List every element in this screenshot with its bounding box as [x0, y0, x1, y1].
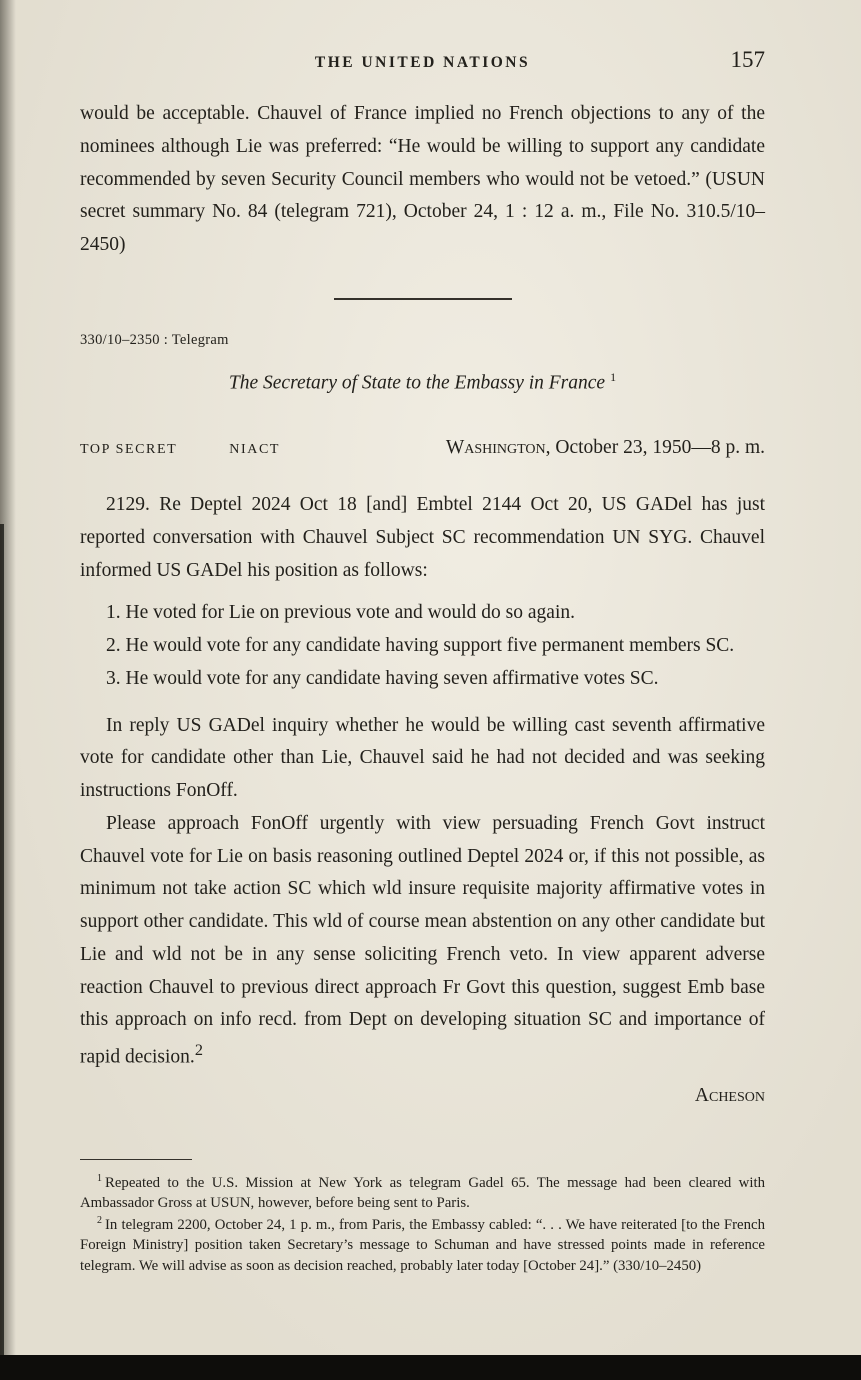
- signature: Acheson: [694, 1085, 765, 1107]
- dateline: [446, 432, 765, 465]
- footnote-1-marker: 1: [97, 1173, 102, 1185]
- footnote-2-text: In telegram 2200, October 24, 1 p. m., from Paris, the Embassy cabled: “. . . We have reiterated [to the French Foreign Ministry] position taken Secretary’s message to Schuman and have stressed points made in reference telegram. We will advise as soon as decision reached, probably later today [October 24].” (330/10–2450): [80, 1216, 765, 1274]
- scan-bottom-bar: [0, 1355, 861, 1380]
- paragraph-reply: In reply US GADel inquiry whether he would be willing cast seventh affirmative vote for candidate other than Lie, Chauvel said he had not decided and was seeking instructions FonOff.: [80, 714, 765, 802]
- numbered-item-2: 2. He would vote for any candidate having support five permanent members SC.: [106, 635, 735, 657]
- paragraph-opening: 2129. Re Deptel 2024 Oct 18 [and] Embtel 2144 Oct 20, US GADel has just reported conversation with Chauvel Subject SC recommendation UN SYG. Chauvel informed US GADel his position as follows:: [80, 494, 765, 581]
- paragraph-instruction-text: Please approach FonOff urgently with view persuading French Govt instruct Chauvel vote for Lie on basis reasoning outlined Deptel 2024 or, if this not possible, as minimum not take action SC which wld insure requisite majority affirmative votes in support other candidate. This wld of course mean abstention on any other candidate but Lie and wld not be in any sense soliciting French veto. In view apparent adverse reaction Chauvel to previous direct approach Fr Govt this question, suggest Emb base this approach on info recd. from Dept on developing situation SC and importance of rapid decision.: [80, 812, 765, 1068]
- numbered-item-1: 1. He voted for Lie on previous vote and would do so again.: [106, 602, 575, 624]
- page-content: [80, 47, 765, 1276]
- page-number: 157: [730, 47, 765, 72]
- footnote-2: [80, 1214, 765, 1276]
- header-title: THE UNITED NATIONS: [314, 54, 531, 71]
- running-header: [80, 47, 765, 72]
- priority-label: NIACT: [229, 442, 281, 458]
- footnotes-section: [80, 1159, 765, 1276]
- footnote-divider: [80, 1159, 192, 1160]
- footnote-1: [80, 1172, 765, 1214]
- continuation-paragraph: would be acceptable. Chauvel of France implied no French objections to any of the nominees although Lie was preferred: “He would be willing to support any candidate recommended by seven Security Council members who would not be vetoed.” (USUN secret summary No. 84 (telegram 721), October 24, 1 : 12 a. m., File No. 310.5/10–2450): [80, 103, 765, 255]
- numbered-item-3: 3. He would vote for any candidate having seven affirmative votes SC.: [106, 667, 659, 689]
- classification-line: [80, 432, 765, 465]
- page-binding-shadow: [0, 0, 16, 1380]
- title-footnote-ref: 1: [610, 370, 617, 385]
- dateline-date: October 23, 1950—8 p. m.: [550, 437, 765, 459]
- classification-label: TOP SECRET: [80, 442, 178, 458]
- body-text: [80, 98, 765, 1276]
- instruction-footnote-ref: 2: [194, 1041, 203, 1060]
- paragraph-instruction: [80, 808, 765, 1075]
- document-title-text: The Secretary of State to the Embassy in France: [228, 372, 606, 394]
- document-title: [80, 367, 765, 400]
- scan-edge-line: [0, 524, 4, 1380]
- dateline-place: Washington,: [445, 437, 551, 459]
- section-divider: [334, 298, 512, 300]
- telegram-reference: 330/10–2350 : Telegram: [80, 331, 229, 348]
- footnote-2-marker: 2: [97, 1214, 102, 1226]
- footnote-1-text: Repeated to the U.S. Mission at New York as telegram Gadel 65. The message had been cleared with Ambassador Gross at USUN, however, before being sent to Paris.: [80, 1175, 765, 1212]
